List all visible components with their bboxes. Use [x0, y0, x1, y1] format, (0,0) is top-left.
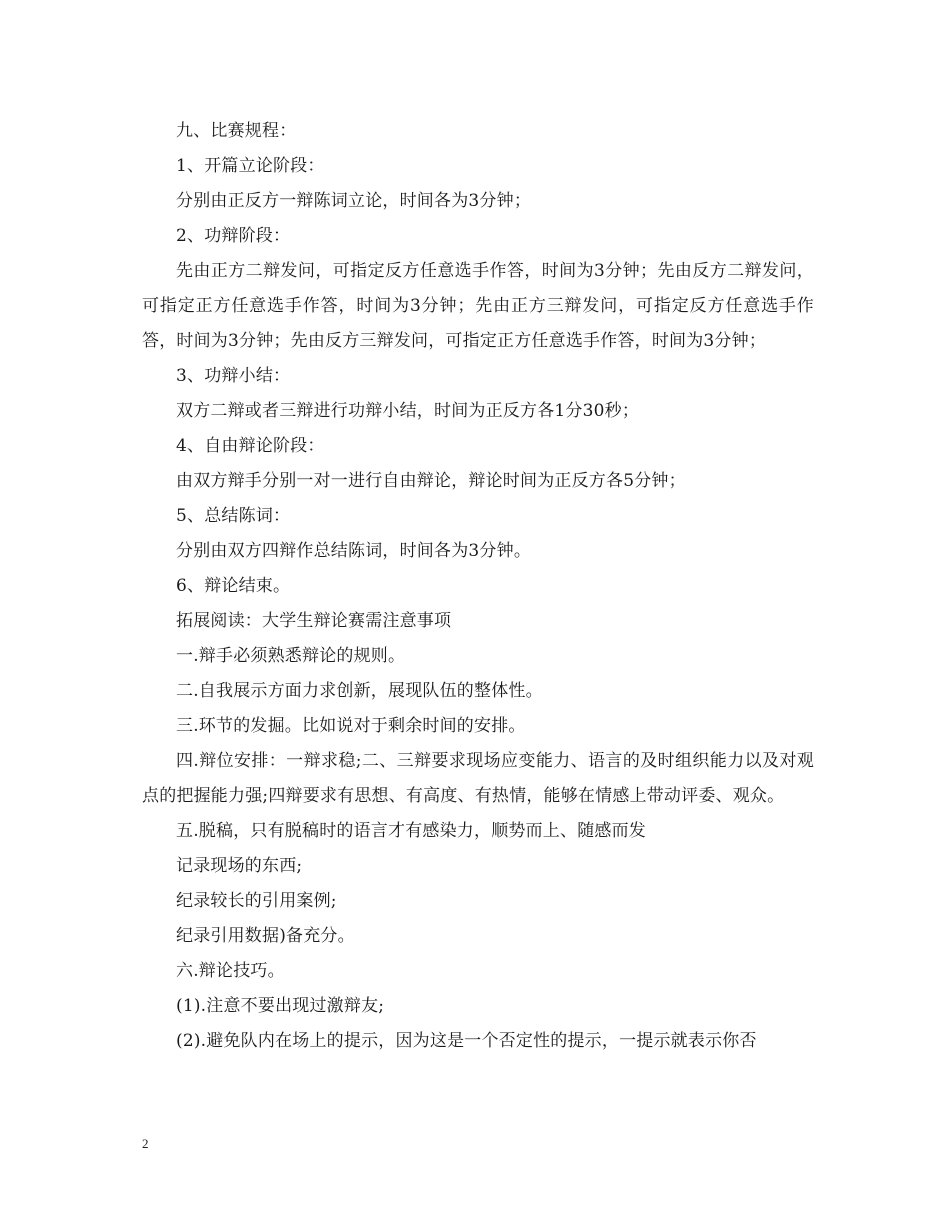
paragraph: 纪录引用数据)备充分。	[176, 926, 355, 946]
page-number: 2	[142, 1136, 149, 1151]
paragraph: 三.环节的发掘。比如说对于剩余时间的安排。	[176, 716, 526, 736]
paragraph: 六.辩论技巧。	[176, 961, 285, 981]
paragraph: 四.辩位安排：一辩求稳;二、三辩要求现场应变能力、语言的及时组织能力以及对观点的把握能力强;四辩要求有思想、有高度、有热情，能够在情感上带动评委、观众。	[142, 751, 814, 806]
paragraph: 二.自我展示方面力求创新，展现队伍的整体性。	[176, 681, 543, 701]
paragraph: 记录现场的东西;	[176, 856, 303, 876]
paragraph: (1).注意不要出现过激辩友;	[176, 996, 385, 1016]
paragraph: 4、自由辩论阶段：	[176, 436, 325, 456]
paragraph: 6、辩论结束。	[176, 576, 291, 596]
paragraph: 纪录较长的引用案例;	[176, 891, 337, 911]
paragraph: (2).避免队内在场上的提示，因为这是一个否定性的提示，一提示就表示你否	[176, 1031, 757, 1051]
paragraph: 5、总结陈词：	[176, 506, 291, 526]
paragraph: 五.脱稿，只有脱稿时的语言才有感染力，顺势而上、随感而发	[176, 821, 647, 841]
paragraph: 九、比赛规程：	[176, 121, 297, 141]
paragraph: 先由正方二辩发问，可指定反方任意选手作答，时间为3分钟；先由反方二辩发问，可指定正方任意选手作答，时间为3分钟；先由正方三辩发问，可指定反方任意选手作答，时间为3分钟；先由反方三辩发问，可指定正方任意选手作答，时间为3分钟；	[142, 261, 814, 351]
paragraph: 分别由双方四辩作总结陈词，时间各为3分钟。	[176, 541, 532, 561]
paragraph: 分别由正反方一辩陈词立论，时间各为3分钟；	[176, 191, 532, 211]
document-body	[142, 114, 814, 1059]
paragraph: 双方二辩或者三辩进行功辩小结，时间为正反方各1分30秒；	[176, 401, 640, 421]
paragraph: 3、功辩小结：	[176, 366, 291, 386]
paragraph: 2、功辩阶段：	[176, 226, 291, 246]
paragraph: 1、开篇立论阶段：	[176, 156, 325, 176]
paragraph: 拓展阅读：大学生辩论赛需注意事项	[176, 611, 452, 631]
paragraph: 由双方辩手分别一对一进行自由辩论，辩论时间为正反方各5分钟；	[176, 471, 686, 491]
paragraph: 一.辩手必须熟悉辩论的规则。	[176, 646, 406, 666]
